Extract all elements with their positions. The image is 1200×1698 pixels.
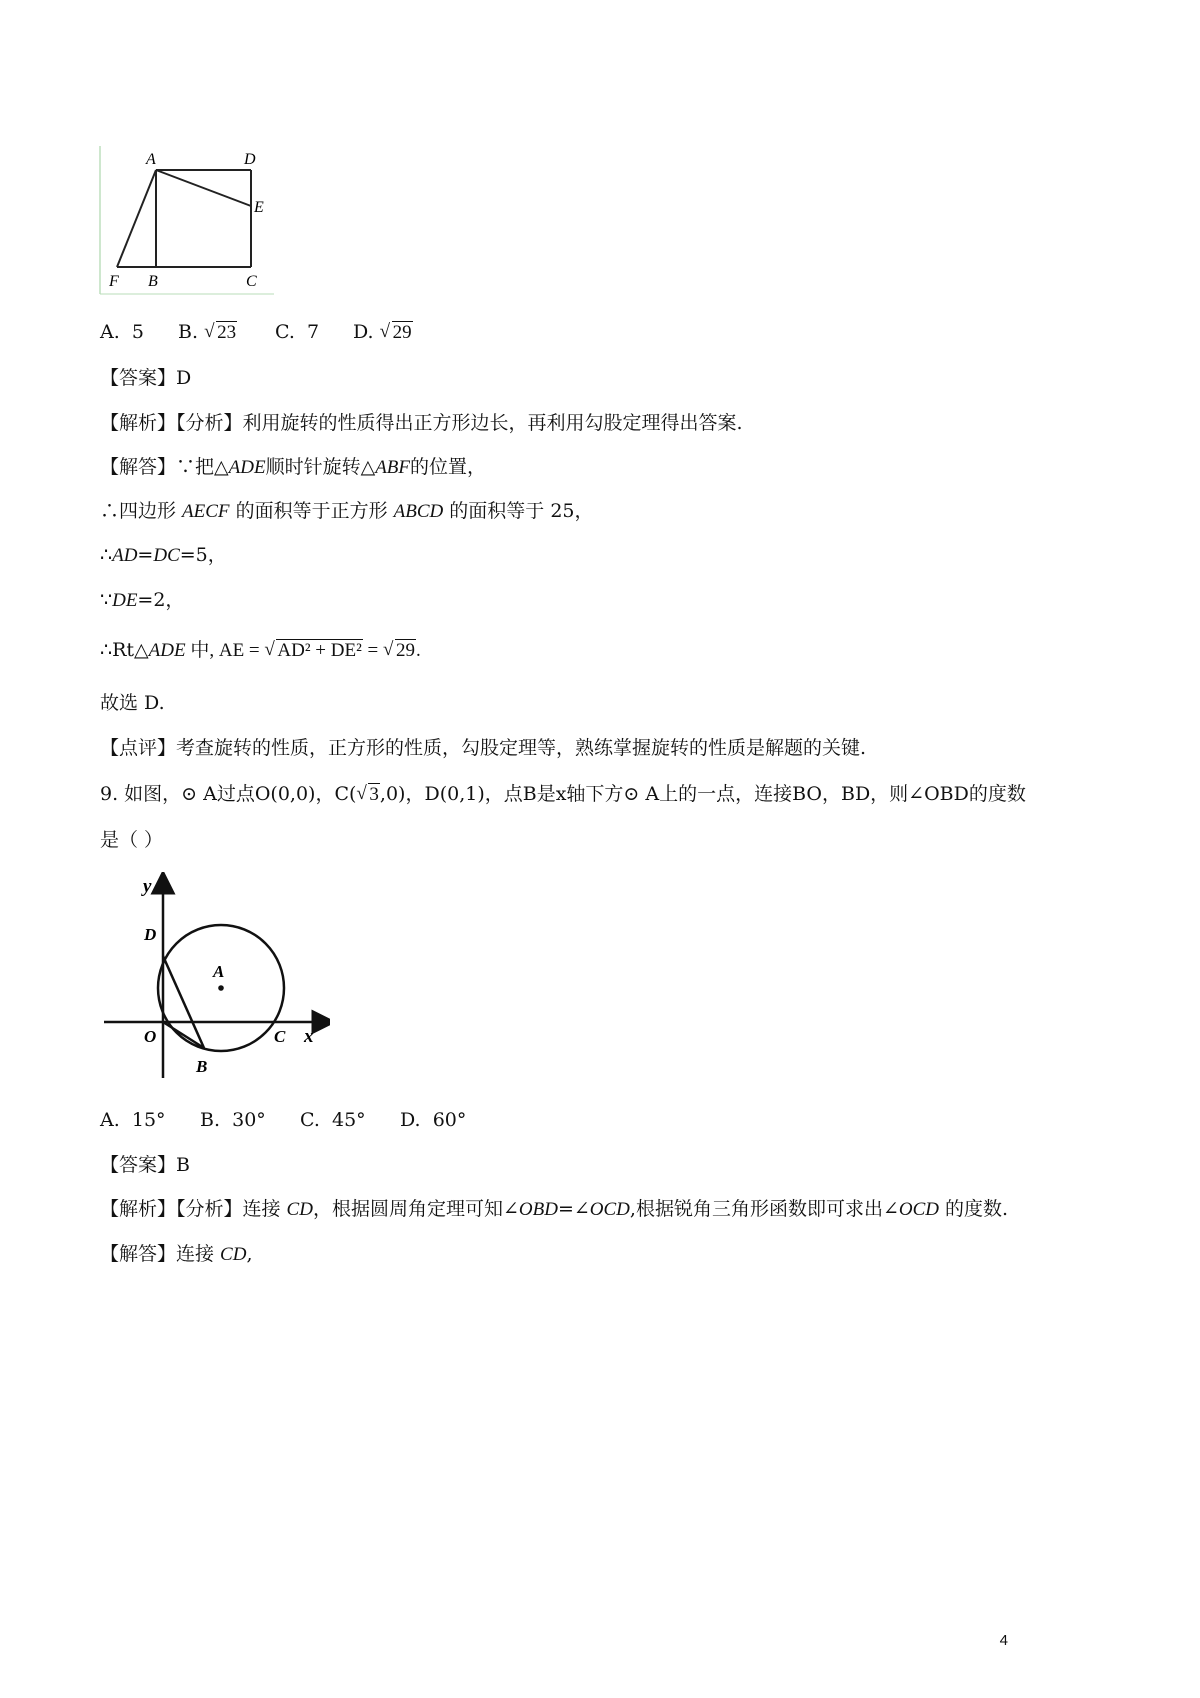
q9-solution: 【解答】连接 CD, — [100, 1243, 253, 1265]
q8-solution-line-4: ∵DE=2， — [100, 589, 185, 611]
q9-option-d: D. 60° — [400, 1109, 467, 1131]
label-E: E — [254, 199, 264, 216]
label-D: D — [144, 925, 157, 944]
label-D: D — [244, 151, 256, 168]
q8-analysis: 【解析】【分析】利用旋转的性质得出正方形边长，再利用勾股定理得出答案. — [100, 412, 743, 434]
page-number: 4 — [999, 1632, 1008, 1649]
q9-analysis: 【解析】【分析】连接 CD，根据圆周角定理可知∠OBD=∠OCD,根据锐角三角形函数即可求出∠OCD 的度数. — [100, 1198, 1009, 1220]
q9-option-c: C. 45° — [300, 1109, 366, 1131]
q9-answer: 【答案】B — [100, 1154, 190, 1176]
label-x: x — [304, 1026, 314, 1047]
q8-answer: 【答案】D — [100, 367, 192, 389]
q8-option-a: A. 5 — [100, 321, 144, 343]
q9-option-a: A. 15° — [100, 1109, 166, 1131]
label-F: F — [109, 273, 119, 290]
q9-option-b: B. 30° — [200, 1109, 266, 1131]
q8-solution-line-6: 故选 D. — [100, 692, 165, 714]
q8-option-c: C. 7 — [275, 321, 320, 343]
q8-solution-line-1: 【解答】∵把△ADE顺时针旋转△ABF的位置， — [100, 456, 487, 478]
square-rotation-figure — [96, 140, 286, 300]
q8-solution-line-2: ∴四边形 AECF 的面积等于正方形 ABCD 的面积等于 25， — [100, 500, 594, 522]
label-C: C — [246, 273, 257, 290]
label-y: y — [143, 876, 152, 897]
label-A: A — [213, 962, 225, 981]
q9-stem-line-1: 9. 如图，⊙ A过点O(0,0)，C( √ 3,0)，D(0,1)，点B是x轴下方⊙ A上的一点，连接BO，BD，则∠OBD的度数 — [100, 783, 1026, 805]
label-B: B — [196, 1057, 208, 1076]
q9-stem-line-2: 是（ ） — [100, 829, 164, 851]
q8-solution-line-3: ∴AD=DC=5， — [100, 544, 227, 566]
q8-option-b: B. √ 23 — [178, 321, 237, 343]
label-O: O — [144, 1027, 157, 1046]
label-C: C — [274, 1027, 286, 1046]
label-A: A — [146, 151, 156, 168]
circle-coordinate-figure — [100, 872, 330, 1082]
q8-option-d: D. √ 29 — [353, 321, 412, 343]
q8-solution-line-5: ∴Rt△ADE 中, AE = √ AD² + DE² = √ 29. — [100, 639, 421, 661]
q8-comment: 【点评】考查旋转的性质，正方形的性质，勾股定理等，熟练掌握旋转的性质是解题的关键. — [100, 737, 867, 759]
label-B: B — [148, 273, 158, 290]
